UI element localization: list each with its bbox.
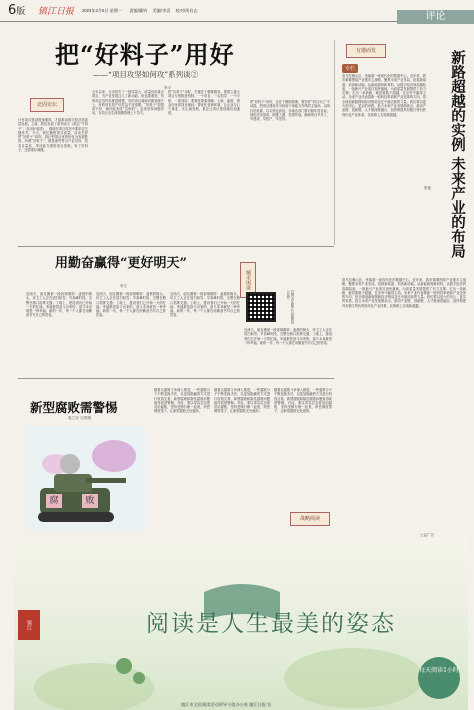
- mid-title: 用勤奋赢得“更好明天”: [55, 256, 187, 271]
- side-text-b: 喜马拉雅山区，坐落着一座现代化的数据中心。近年来，我市紧紧围绕产业强市主战略，聚焦未来产业布局，抢抓新赛道、培育新动能。从新能源到新材料，从数字经济到高端装备，一批新兴产业项目加快落地，为高质量发展提供了有力支撑。走出一条新路，就是要敢于超越，在竞争中赢得主动。未来产业代表着新一轮科技革命和产业变革的方向，是全球创新版图和经济格局变迁中最活跃的力量。我们要以更大的决心、更实的举措，抢占未来产业发展制高点，推动产业链、创新链、人才链深度融合，加快构建具有镇江特色的现代化产业体系，在新路上实现新超越。: [342, 278, 466, 308]
- lead-title: 把“好料子”用好: [55, 40, 235, 69]
- section-tab: 评论: [397, 10, 474, 24]
- lead-col-2: 去年以来，全市招引了一批体量大、质量优的重点项目，为产业发展注入了新动能。但也要看到，有的项目签约后推进缓慢，有的项目落地后配套跟不上，有的项目投产后效益不及预期。“好料子”如果用不好，就可能变成“边角料”。必须坚持问题导向，在项目全生命周期管理上下功夫。: [92, 90, 164, 116]
- header-meta: 2023年2月5日 星期一 责编/戴钧 美编/李喜 校对/周启志: [82, 8, 198, 13]
- cartoon-badge: 战略阅读: [290, 512, 330, 526]
- lead-col-4: 把“好料子”用好，还在于精细管理。要坚持“项目为王”不动摇，把项目建设作为检验干部能力作风的主战场，以项目论英雄，以实绩比高低。各地各部门要对照年度目标，细化任务清单，倒排工期、挂图作战，确保项目早开工、早建成、早投产、早见效。: [250, 100, 330, 122]
- section-divider: [18, 246, 334, 247]
- page-number: 6版: [8, 3, 26, 18]
- side-author: 张艳: [424, 186, 431, 190]
- qr-code[interactable]: [246, 292, 276, 322]
- masthead-logo: 镇江日报: [38, 7, 75, 17]
- ad-label: 公益广告: [420, 533, 434, 537]
- mid-col-2: 近两天，朋友圈被一段视频刷屏：凌晨的街头，环卫工人正在清扫积雪；早高峰时段，交警在路口指挥交通；工地上，建设者们已开始一天的忙碌。幸福都是奋斗出来的，奋斗本身就是一种幸福。新的一年，每一个人都在用勤奋书写自己的答卷。: [96, 292, 166, 318]
- column-divider: [334, 40, 335, 245]
- banner-stamp: 镇江: [18, 610, 40, 640]
- qr-caption: 扫码关注镇江日报微信公众号: [285, 290, 294, 324]
- lead-subtitle: ——“项目攻坚如何攻”系列谈②: [93, 70, 199, 79]
- cartoon-label-2: 败: [82, 494, 98, 508]
- banner-footer: 镇江市全民阅读活动领导小组办公室 镇江日报 宣: [181, 702, 272, 707]
- mid-badge: 城市闲谈: [240, 262, 256, 298]
- mid-col-1: 近两天，朋友圈被一段视频刷屏：凌晨的街头，环卫工人正在清扫积雪；早高峰时段，交警在路口指挥交通；工地上，建设者们已开始一天的忙碌。幸福都是奋斗出来的，奋斗本身就是一种幸福。新的一年，每一个人都在用勤奋书写自己的答卷。: [26, 292, 92, 318]
- side-text-a: 喜马拉雅山区，坐落着一座现代化的数据中心。近年来，我市紧紧围绕产业强市主战略，聚焦未来产业布局，抢抓新赛道、培育新动能。从新能源到新材料，从数字经济到高端装备，一批新兴产业项目加快落地，为高质量发展提供了有力支撑。走出一条新路，就是要敢于超越，在竞争中赢得主动。未来产业代表着新一轮科技革命和产业变革的方向，是全球创新版图和经济格局变迁中最活跃的力量。我们要以更大的决心、更实的举措，抢占未来产业发展制高点，推动产业链、创新链、人才链深度融合，加快构建具有镇江特色的现代化产业体系，在新路上实现新超越。: [342, 74, 426, 117]
- section-divider-2: [18, 378, 334, 379]
- tank-cartoon-icon: [26, 426, 146, 531]
- cartoon-image: [26, 426, 146, 531]
- cartoon-label-1: 腐: [46, 494, 62, 508]
- side-tag: 专栏: [342, 64, 358, 73]
- lead-badge: 北固论坛: [30, 98, 64, 112]
- cartoon-col-2: 随着反腐败斗争深入推进，一些腐败分子不断变换手法，以更加隐蔽的方式进行权钱交易，新型腐败和隐性腐败问题值得高度警惕。对此，要以零容忍态度惩治腐败，坚持受贿行贿一起查，织密制度笼子，让新型腐败无处遁形。: [214, 388, 270, 414]
- cartoon-col-3: 随着反腐败斗争深入推进，一些腐败分子不断变换手法，以更加隐蔽的方式进行权钱交易，新型腐败和隐性腐败问题值得高度警惕。对此，要以零容忍态度惩治腐败，坚持受贿行贿一起查，织密制度笼子，让新型腐败无处遁形。: [274, 388, 332, 414]
- lead-col-1: 只有项目建设提速增效，才能推动地方经济高质量发展。上周，我们发表了系列谈①《抓住“牛鼻子”，攻出好成绩》，强调在项目攻坚中要牵住关键环节。今天，我们聚焦项目质量，谈谈怎样把“好料子”用好，真正把项目优势转化为发展胜势。所谓“好料子”，就是那些符合产业导向、技术含量高、带动能力强的项目资源。有了好料子，还需要好裁缝。: [18, 118, 88, 153]
- cartoon-col-1: 随着反腐败斗争深入推进，一些腐败分子不断变换手法，以更加隐蔽的方式进行权钱交易，新型腐败和隐性腐败问题值得高度警惕。对此，要以零容忍态度惩治腐败，坚持受贿行贿一起查，织密制度笼子，让新型腐败无处遁形。: [154, 388, 210, 414]
- banner-circle-badge: 每天阅读1小时: [418, 657, 460, 699]
- lead-author: 李平: [164, 86, 171, 90]
- banner-title: 阅读是人生最美的姿态: [146, 611, 396, 637]
- lead-col-3: 把“好料子”用好，关键在于精准服务。要建立重大项目专班推进机制，一个项目、一名领导、一个专班、一抓到底；要强化要素保障，土地、能源、资金向优质项目倾斜；要优化营商环境，让企业专心干事业、安心谋发展，真正让项目建设跑出加速度。: [168, 90, 240, 116]
- cartoon-author: 周之羽 文/供图: [68, 416, 91, 420]
- mid-author: 李文: [120, 284, 127, 288]
- side-title: 新路超越的实例 未来产业的布局: [449, 50, 466, 259]
- side-badge: 有感而发: [346, 44, 386, 58]
- mid-col-3: 近两天，朋友圈被一段视频刷屏：凌晨的街头，环卫工人正在清扫积雪；早高峰时段，交警在路口指挥交通；工地上，建设者们已开始一天的忙碌。幸福都是奋斗出来的，奋斗本身就是一种幸福。新的一年，每一个人都在用勤奋书写自己的答卷。: [170, 292, 240, 318]
- cartoon-title: 新型腐败需警惕: [30, 400, 118, 415]
- mid-col-4: 近两天，朋友圈被一段视频刷屏：凌晨的街头，环卫工人正在清扫积雪；早高峰时段，交警在路口指挥交通；工地上，建设者们已开始一天的忙碌。幸福都是奋斗出来的，奋斗本身就是一种幸福。新的一年，每一个人都在用勤奋书写自己的答卷。: [244, 328, 332, 345]
